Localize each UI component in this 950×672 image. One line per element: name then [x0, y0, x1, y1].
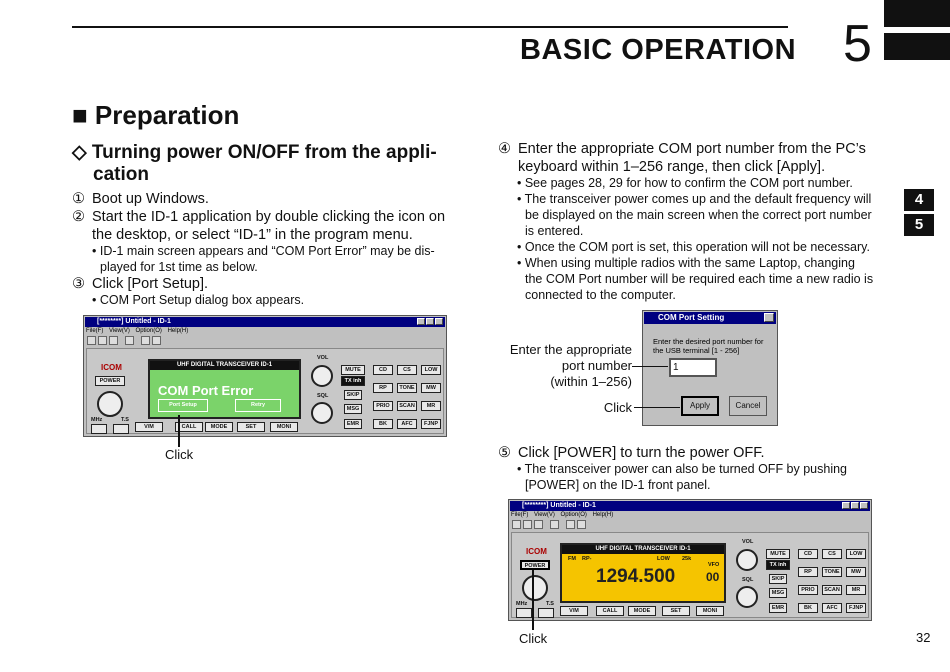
new-icon[interactable]: [87, 336, 96, 345]
radio-panel: [86, 348, 444, 434]
prio-button[interactable]: PRIO: [373, 401, 393, 411]
step-5-bullet-line2: [POWER] on the ID-1 front panel.: [525, 478, 711, 492]
moni-button[interactable]: MONI: [270, 422, 298, 432]
step-4-bullets: [517, 175, 882, 303]
prio-button-2[interactable]: PRIO: [798, 585, 818, 595]
fjnp-button-2[interactable]: FJNP: [846, 603, 866, 613]
window-title-bar: [85, 317, 445, 327]
step-4-bullet-2-line3: is entered.: [525, 224, 584, 238]
callout-line-power: [532, 570, 534, 630]
tx-inh-button[interactable]: TX inh: [341, 376, 365, 386]
callout-port-number: [480, 342, 632, 390]
mute-button-2[interactable]: MUTE: [766, 549, 790, 559]
window-title: [********] Untitled - ID-1: [97, 318, 171, 325]
dialog-prompt: [653, 337, 763, 355]
subsection-title-line1: ◇ Turning power ON/OFF from the appli-: [72, 142, 437, 163]
step-2: [72, 208, 458, 244]
step-4-bullet-2-line1: • The transceiver power comes up and the default frequency will: [517, 192, 872, 206]
mhz-button[interactable]: [91, 424, 107, 434]
power-button[interactable]: POWER: [95, 376, 125, 386]
open-icon[interactable]: [98, 336, 107, 345]
port-number-input[interactable]: 1: [669, 358, 717, 377]
header-block-top: [884, 0, 950, 27]
mr-button-2[interactable]: MR: [846, 585, 866, 595]
mw-button-2[interactable]: MW: [846, 567, 866, 577]
step-4-line1: Enter the appropriate COM port number from the PC’s: [518, 141, 866, 157]
menu-bar[interactable]: File(F) View(V) Option(O) Help(H): [86, 328, 189, 334]
dialog-title: COM Port Setting: [658, 313, 725, 322]
callout-line-port: [632, 366, 668, 367]
callout-click-apply: Click: [603, 400, 632, 415]
callout-click-power: Click: [519, 631, 548, 646]
call-button[interactable]: CALL: [175, 422, 203, 432]
print-icon[interactable]: [141, 336, 150, 345]
dialog-prompt-line2: the USB terminal [1 - 256]: [653, 346, 740, 355]
set-button-2[interactable]: SET: [662, 606, 690, 616]
header-block-bottom: [884, 33, 950, 60]
step-3-bullet: • COM Port Setup dialog box appears.: [92, 293, 305, 307]
connect-icon[interactable]: [550, 520, 559, 529]
header-rule: [72, 26, 788, 28]
mhz-label-2: MHz: [516, 601, 528, 607]
mw-button[interactable]: MW: [421, 383, 441, 393]
maximize-icon[interactable]: [851, 502, 859, 509]
save-icon[interactable]: [534, 520, 543, 529]
subsection-title: [72, 142, 437, 186]
step-1-number: ①: [72, 191, 85, 207]
sql-label-2: SQL: [742, 577, 754, 583]
vol-knob[interactable]: [311, 365, 333, 387]
emr-button[interactable]: EMR: [344, 419, 362, 429]
low-button-2[interactable]: LOW: [846, 549, 866, 559]
apply-button[interactable]: Apply: [681, 396, 719, 416]
dial-knob[interactable]: [97, 391, 123, 417]
radio-panel-2: [511, 532, 869, 618]
mr-button[interactable]: MR: [421, 401, 441, 411]
ts-label-2: T.S: [546, 601, 554, 607]
callout-line-1: [178, 415, 180, 447]
preview-icon[interactable]: [577, 520, 586, 529]
mode-button[interactable]: MODE: [205, 422, 233, 432]
vol-knob-2[interactable]: [736, 549, 758, 571]
bk-button[interactable]: BK: [373, 419, 393, 429]
skip-button[interactable]: SKIP: [344, 390, 362, 400]
sql-knob-2[interactable]: [736, 586, 758, 608]
dialog-prompt-line1: Enter the desired port number for: [653, 337, 764, 346]
screenshot-main-window: [508, 499, 872, 621]
emr-button-2[interactable]: EMR: [769, 603, 787, 613]
mute-button[interactable]: MUTE: [341, 365, 365, 375]
close-icon[interactable]: [435, 318, 443, 325]
callout-line-apply: [634, 407, 680, 408]
step-4-bullet-4-line3: connected to the computer.: [525, 288, 676, 302]
scan-button[interactable]: SCAN: [397, 401, 417, 411]
minimize-icon[interactable]: [417, 318, 425, 325]
side-tab-5[interactable]: 5: [904, 214, 934, 236]
callout-port-line3: (within 1–256): [550, 374, 632, 389]
dial-knob-2[interactable]: [522, 575, 548, 601]
retry-button[interactable]: Retry: [235, 399, 281, 412]
fjnp-button[interactable]: FJNP: [421, 419, 441, 429]
window2-title-bar: [510, 501, 870, 511]
dialog-close-icon[interactable]: [764, 313, 774, 322]
vm-button-2[interactable]: V/M: [560, 606, 588, 616]
menu-bar-2[interactable]: File(F) View(V) Option(O) Help(H): [511, 512, 614, 518]
step-5-bullet: [517, 461, 882, 493]
call-button-2[interactable]: CALL: [596, 606, 624, 616]
com-port-error: COM Port Error: [158, 383, 254, 398]
step-4: [498, 140, 882, 176]
step-5-number: ⑤: [498, 445, 511, 461]
port-setup-button[interactable]: Port Setup: [158, 399, 208, 412]
vm-button[interactable]: V/M: [135, 422, 163, 432]
step-2-bullet-line2: played for 1st time as below.: [100, 260, 258, 274]
frequency-display: 1294.500: [596, 566, 676, 587]
sql-label: SQL: [317, 393, 329, 399]
print-icon[interactable]: [566, 520, 575, 529]
ts-button[interactable]: [113, 424, 129, 434]
step-2-bullet: [92, 243, 458, 275]
subsection-title-line2: cation: [93, 164, 149, 185]
channel-display: 00: [706, 570, 720, 584]
step-4-bullet-1: • See pages 28, 29 for how to confirm the COM port number.: [517, 176, 853, 190]
msg-button-2[interactable]: MSG: [769, 588, 787, 598]
rp-button-2[interactable]: RP: [798, 567, 818, 577]
cd-button[interactable]: CD: [373, 365, 393, 375]
rp-button[interactable]: RP: [373, 383, 393, 393]
low-button[interactable]: LOW: [421, 365, 441, 375]
tone-button-2[interactable]: TONE: [822, 567, 842, 577]
icom-logo: ICOM: [101, 363, 122, 372]
side-tab-4[interactable]: 4: [904, 189, 934, 211]
tx-inh-button-2[interactable]: TX inh: [766, 560, 790, 570]
step-5-text: Click [POWER] to turn the power OFF.: [518, 445, 765, 461]
step-3: [72, 275, 458, 293]
section-title: ■ Preparation: [72, 100, 240, 130]
icom-logo-2: ICOM: [526, 547, 547, 556]
power-button-2[interactable]: POWER: [520, 560, 550, 570]
mode-button-2[interactable]: MODE: [628, 606, 656, 616]
lcd-header-2: UHF DIGITAL TRANSCEIVER ID-1: [562, 545, 724, 554]
callout-port-line1: Enter the appropriate: [509, 342, 632, 357]
afc-button[interactable]: AFC: [397, 419, 417, 429]
chapter-title: BASIC OPERATION: [520, 34, 797, 66]
step-5-bullet-line1: • The transceiver power can also be turned OFF by pushing: [517, 462, 848, 476]
step-4-bullet-3: • Once the COM port is set, this operation will not be necessary.: [517, 240, 870, 254]
maximize-icon[interactable]: [426, 318, 434, 325]
vol-label: VOL: [317, 355, 329, 361]
ts-label: T.S: [121, 417, 129, 423]
step-5: [498, 444, 882, 462]
step-2-line2: the desktop, or select “ID-1” in the program menu.: [92, 227, 413, 243]
save-icon[interactable]: [109, 336, 118, 345]
lcd-header: UHF DIGITAL TRANSCEIVER ID-1: [150, 361, 299, 370]
open-icon[interactable]: [523, 520, 532, 529]
callout-click-1: Click: [165, 447, 194, 462]
cs-button[interactable]: CS: [397, 365, 417, 375]
step-2-line1: Start the ID-1 application by double clicking the icon on: [92, 209, 446, 225]
step-4-number: ④: [498, 141, 511, 157]
scan-button-2[interactable]: SCAN: [822, 585, 842, 595]
minimize-icon[interactable]: [842, 502, 850, 509]
step-2-number: ②: [72, 209, 85, 225]
ts-button-2[interactable]: [538, 608, 554, 618]
bk-button-2[interactable]: BK: [798, 603, 818, 613]
fm-label: FM: [568, 556, 576, 562]
step-1: [72, 190, 458, 208]
close-icon[interactable]: [860, 502, 868, 509]
low-label: LOW: [657, 556, 670, 562]
lcd-display: [148, 359, 301, 419]
vol-label-2: VOL: [742, 539, 754, 545]
step-label: 25k: [682, 556, 692, 562]
step-4-bullet-2-line2: be displayed on the main screen when the correct port number: [525, 208, 872, 222]
cs-button-2[interactable]: CS: [822, 549, 842, 559]
sql-knob[interactable]: [311, 402, 333, 424]
mhz-label: MHz: [91, 417, 103, 423]
step-2-bullet-line1: • ID-1 main screen appears and “COM Port Error” may be dis-: [92, 244, 435, 258]
vfo-label: VFO: [708, 562, 720, 568]
set-button[interactable]: SET: [237, 422, 265, 432]
callout-port-line2: port number: [561, 358, 632, 373]
dialog-title-bar: [644, 312, 776, 324]
step-4-line2: keyboard within 1–256 range, then click [Apply].: [518, 159, 826, 175]
preview-icon[interactable]: [152, 336, 161, 345]
step-3-text: Click [Port Setup].: [92, 276, 209, 292]
moni-button-2[interactable]: MONI: [696, 606, 724, 616]
connect-icon[interactable]: [125, 336, 134, 345]
msg-button[interactable]: MSG: [344, 404, 362, 414]
page-number: 32: [916, 630, 931, 645]
rp-label: RP-: [582, 556, 592, 562]
chapter-number: 5: [843, 15, 872, 73]
step-4-bullet-4-line2: the COM Port number will be required each time a new radio is: [525, 272, 874, 286]
cancel-button[interactable]: Cancel: [729, 396, 767, 416]
mhz-button-2[interactable]: [516, 608, 532, 618]
step-4-bullet-4-line1: • When using multiple radios with the same Laptop, changing: [517, 256, 855, 270]
screenshot-error-window: [83, 315, 447, 437]
skip-button-2[interactable]: SKIP: [769, 574, 787, 584]
new-icon[interactable]: [512, 520, 521, 529]
step-1-text: Boot up Windows.: [92, 191, 209, 207]
com-port-dialog: [642, 310, 778, 426]
afc-button-2[interactable]: AFC: [822, 603, 842, 613]
tone-button[interactable]: TONE: [397, 383, 417, 393]
lcd-display-2: [560, 543, 726, 603]
step-3-number: ③: [72, 276, 85, 292]
window2-title: [********] Untitled - ID-1: [522, 502, 596, 509]
cd-button-2[interactable]: CD: [798, 549, 818, 559]
